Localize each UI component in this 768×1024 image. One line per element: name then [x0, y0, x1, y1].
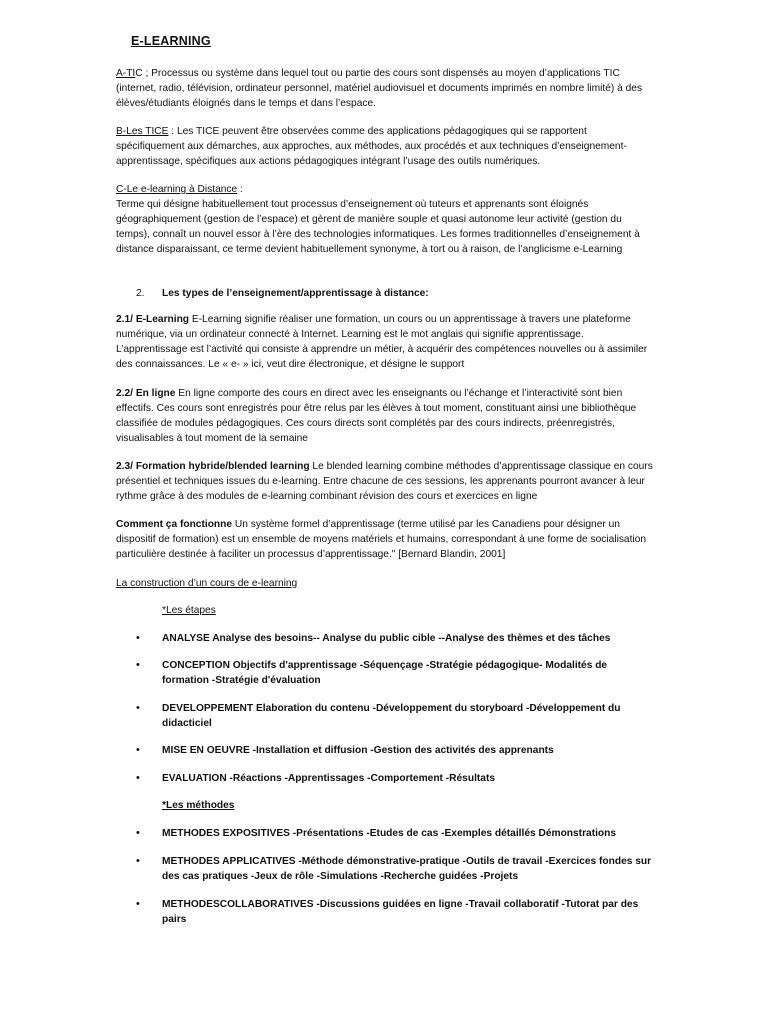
- bullet-icon: •: [136, 744, 140, 756]
- bullet-icon: •: [136, 827, 140, 839]
- atic-label: A-TI: [116, 68, 136, 79]
- construction-heading: La construction d’un cours de e-learning: [116, 578, 298, 589]
- list-item: [136, 658, 656, 688]
- list-item: [136, 771, 656, 786]
- bullet-icon: •: [136, 632, 140, 644]
- bullet-icon: •: [136, 898, 140, 910]
- section-2-title: Les types de l’enseignement/apprentissage à distance:: [162, 288, 429, 299]
- bullet-icon: •: [136, 772, 140, 784]
- bullet-icon: •: [136, 855, 140, 867]
- s22-text: En ligne comporte des cours en direct avec les enseignants ou l’échange et l’interactivité sont bien effectifs. Ces cours sont enregistrés pour être relus par les élèves à tout moment, constituant ainsi une bibliothèque classifiée de modules pédagogiques. Ces cours directs sont complétés par des cours indirects, préenregistrés, visualisables à tout moment de la semaine: [116, 388, 637, 444]
- method-text: METHODES APPLICATIVES -Méthode démonstrative-pratique -Outils de travail -Exercices fondes sur des cas pratiques -Jeux de rôle -Simulations -Recherche guidées -Projets: [162, 856, 652, 882]
- paragraph-tice: [116, 124, 656, 169]
- method-text: METHODESCOLLABORATIVES -Discussions guidées en ligne -Travail collaboratif -Tutorat par des pairs: [162, 899, 639, 925]
- list-item: [136, 897, 656, 927]
- atic-text: ; Processus ou système dans lequel tout ou partie des cours sont dispensés au moyen d’applications TIC (internet, radio, télévision, ordinateur personnel, matériel audiovisuel et documents imprimés en nombre limité) à des élèves/étudiants éloignés dans le temps et dans l’espace.: [116, 68, 643, 109]
- step-text: EVALUATION -Réactions -Apprentissages -Comportement -Résultats: [162, 773, 496, 784]
- atic-label-end: C: [135, 68, 143, 79]
- steps-heading: *Les étapes: [162, 605, 216, 616]
- s23-text: Le blended learning combine méthodes d’apprentissage classique en cours présentiel et techniques issues du e-learning. Entre chacune de ces sessions, les apprenants pourront avancer à leur rythme grâce à des modules de e-learning combinant révision des cours et exercices en ligne: [116, 461, 653, 502]
- bullet-icon: •: [136, 659, 140, 671]
- s21-label: 2.1/ E-Learning: [116, 314, 190, 325]
- bullet-icon: •: [136, 702, 140, 714]
- tice-label: B-Les TICE: [116, 126, 169, 137]
- distance-text: Terme qui désigne habituellement tout processus d’enseignement où tuteurs et apprenants sont éloignés géographiquement (gestion de l’espace) et gèrent de manière souple et quasi autonome leur activité (gestion du temps), connaît un nouvel essor à l’ère des technologies informatiques. Les formes traditionnelles d’enseignement à distance disparaissant, ce terme devient habituellement synonyme, à tort ou à raison, de l’anglicisme e-Learning: [116, 199, 640, 255]
- section-2-number: 2.: [136, 288, 145, 299]
- how-label: Comment ça fonctionne: [116, 519, 233, 530]
- paragraph-elearning-distance: [116, 182, 656, 257]
- list-item: [136, 826, 656, 841]
- distance-label: C-Le e-learning à Distance: [116, 184, 238, 195]
- methods-heading: *Les méthodes: [162, 800, 235, 811]
- step-text: CONCEPTION Objectifs d'apprentissage -Séquençage -Stratégie pédagogique- Modalités de formation -Stratégie d'évaluation: [162, 660, 608, 686]
- document-title: E-LEARNING: [131, 34, 211, 48]
- paragraph-2-2: [116, 386, 656, 446]
- step-text: DEVELOPPEMENT Elaboration du contenu -Développement du storyboard -Développement du didacticiel: [162, 703, 621, 729]
- paragraph-2-1: [116, 312, 656, 372]
- list-item: [136, 701, 656, 731]
- list-item: [136, 631, 656, 646]
- distance-label-suffix: :: [237, 184, 243, 195]
- list-item: [136, 743, 656, 758]
- paragraph-how-it-works: [116, 517, 656, 562]
- s21-text: E-Learning signifie réaliser une formation, un cours ou un apprentissage à travers une plateforme numérique, via un ordinateur connecté à Internet. Learning est le mot anglais qui signifie apprentissage. L’apprentissage est l’activité qui consiste à apprendre un métier, à acquérir des compétences nouvelles ou à assimiler des connaissances. Le « e- » ici, veut dire électronique, et désigne le support: [116, 314, 648, 370]
- s23-label: 2.3/ Formation hybride/blended learning: [116, 461, 310, 472]
- step-text: ANALYSE Analyse des besoins-- Analyse du public cible --Analyse des thèmes et des tâches: [162, 633, 611, 644]
- step-text: MISE EN OEUVRE -Installation et diffusion -Gestion des activités des apprenants: [162, 745, 554, 756]
- method-text: METHODES EXPOSITIVES -Présentations -Etudes de cas -Exemples détaillés Démonstrations: [162, 828, 617, 839]
- how-text: Un système formel d’apprentissage (terme utilisé par les Canadiens pour désigner un dispositif de formation) est un ensemble de moyens matériels et humains, correspondant à une forme de socialisation particulière destinée à faciliter un processus d’apprentissage." [Bernard Blandin, 2001]: [116, 519, 647, 560]
- section-2-heading: [136, 286, 429, 301]
- list-item: [136, 854, 656, 884]
- paragraph-2-3: [116, 459, 656, 504]
- paragraph-atic: [116, 66, 656, 111]
- tice-text: : Les TICE peuvent être observées comme des applications pédagogiques qui se rapportent spécifiquement aux démarches, aux approches, aux méthodes, aux procédés et aux techniques d’enseignement-apprentissage, spécifiques aux actions pédagogiques intégrant l’usage des outils numériques.: [116, 126, 627, 167]
- s22-label: 2.2/ En ligne: [116, 388, 176, 399]
